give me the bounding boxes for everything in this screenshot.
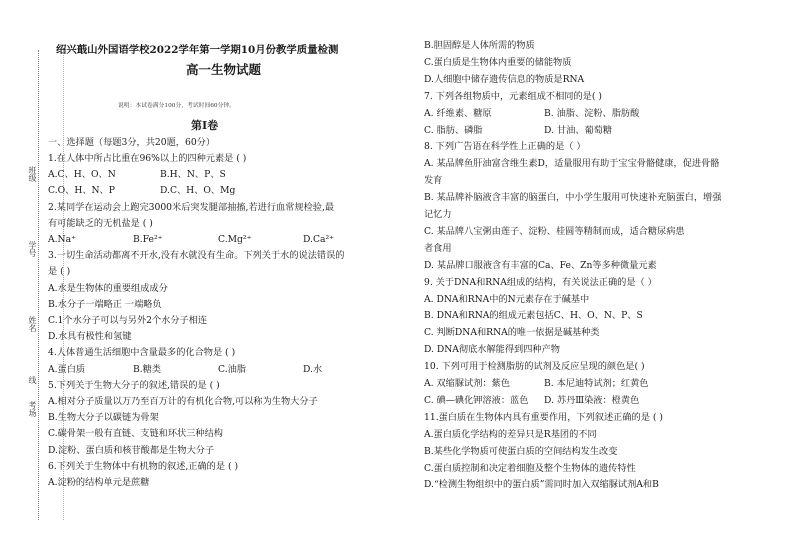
- answer-option: D. 甘油、葡萄糖: [544, 124, 613, 136]
- answer-option: B. 本尼迪特试剂；红黄色: [544, 378, 649, 389]
- question-line: 是 ( ): [48, 266, 71, 278]
- question-line: D. DNA彻底水解能得到四种产物: [424, 344, 560, 356]
- answer-option: C. 脂肪、磷脂: [424, 124, 483, 136]
- question-line: B.水分子一端略正 一端略负: [48, 298, 162, 310]
- answer-option: A.蛋白质: [48, 363, 86, 375]
- question-line: 1.在人体中所占比重在96%以上的四种元素是 ( ): [48, 153, 247, 164]
- answer-option: A. 纤维素、糖原: [424, 107, 492, 119]
- question-line: 8. 下列广告语在科学性上正确的是（ ）: [424, 141, 586, 153]
- question-line: C. 某品牌八宝粥由莲子、淀粉、桂圆等精制而成，适合糖尿病患: [424, 225, 685, 237]
- question-line: A.蛋白质化学结构的差异只是R基团的不同: [424, 428, 597, 440]
- answer-option: C.Mg²⁺: [218, 234, 252, 245]
- answer-option: C.O、H、N、P: [48, 185, 115, 197]
- question-line: B.胆固醇是人体所需的物质: [424, 40, 535, 51]
- question-line: A. DNA和RNA中的N元素存在于碱基中: [424, 293, 590, 305]
- answer-option: A.C、H、O、N: [48, 169, 116, 181]
- question-line: C.碳骨架一般有直链、支链和环状三种结构: [48, 428, 223, 440]
- answer-option: B.糖类: [133, 363, 162, 375]
- answer-option: B.Fe²⁺: [133, 234, 163, 245]
- question-line: A.相对分子质量以万乃至百万计的有机化合物,可以称为生物大分子: [48, 396, 318, 407]
- answer-option: B. 油脂、淀粉、脂肪酸: [544, 107, 640, 119]
- question-line: A.淀粉的结构单元是蔗糖: [48, 477, 150, 488]
- question-line: 2.某同学在运动会上跑完3000米后突发腿部抽搐,若进行血常规检验,最: [48, 201, 335, 213]
- answer-option: A. 双缩脲试剂：紫色: [424, 378, 510, 389]
- question-line: D.人细胞中储存遗传信息的物质是RNA: [424, 73, 585, 85]
- question-line: B. 某品牌补脑液含丰富的脑蛋白，中小学生服用可快速补充脑蛋白，增强: [424, 192, 722, 204]
- answer-option: D.Ca²⁺: [303, 234, 334, 245]
- answer-option: C. 碘—碘化钾溶液：蓝色: [424, 394, 529, 406]
- binding-label-number: 学号: [28, 241, 37, 257]
- question-line: 11.蛋白质在生物体内具有重要作用，下列叙述正确的是 ( ): [424, 411, 663, 423]
- question-line: C.蛋白质是生物体内重要的储能物质: [424, 56, 572, 68]
- question-line: D.水具有极性和氢键: [48, 331, 132, 343]
- answer-option: A.Na⁺: [48, 234, 76, 245]
- question-line: B.生物大分子以碳链为骨架: [48, 412, 159, 424]
- answer-option: C.油脂: [218, 363, 246, 375]
- question-line: 记忆力: [424, 209, 452, 220]
- question-line: 者食用: [424, 242, 452, 254]
- question-line: 发育: [424, 175, 443, 187]
- answer-option: D.C、H、O、Mg: [160, 185, 236, 197]
- question-line: C. 判断DNA和RNA的唯一依据是碱基种类: [424, 327, 600, 339]
- question-line: B.某些化学物质可使蛋白质的空间结构发生改变: [424, 445, 618, 457]
- answer-option: D. 苏丹Ⅲ染液：橙黄色: [544, 394, 640, 406]
- question-line: D.淀粉、蛋白质和核苷酸都是生物大分子: [48, 444, 215, 456]
- question-line: 有可能缺乏的无机盐是 ( ): [48, 217, 153, 229]
- volume-heading: 第Ⅰ卷: [191, 119, 219, 132]
- section-heading: 一、选择题（每题3分，共20题，60分）: [48, 137, 216, 148]
- question-line: 5.下列关于生物大分子的叙述,错误的是 ( ): [48, 379, 220, 391]
- question-line: 6.下列关于生物体中有机物的叙述,正确的是 ( ): [48, 460, 239, 472]
- answer-option: B.H、N、P、S: [160, 169, 226, 181]
- question-line: 10. 下列可用于检测脂肪的试剂及反应呈现的颜色是( ): [424, 361, 645, 373]
- question-line: 7. 下列各组物质中，元素组成不相同的是( ): [424, 90, 602, 102]
- question-line: 4.人体普通生活细胞中含量最多的化合物是 ( ): [48, 347, 236, 359]
- question-line: C.1个水分子可以与另外2个水分子相连: [48, 315, 208, 326]
- school-title: 绍兴蕺山外国语学校2022学年第一学期10月份教学质量检测: [56, 44, 339, 56]
- binding-dotted-line: [38, 50, 40, 520]
- binding-label-name: 姓名: [28, 316, 37, 332]
- question-line: 9. 关于DNA和RNA组成的结构，有关说法正确的是（ ）: [424, 276, 657, 288]
- exam-note: 说明：本试卷满分100分，考试时间60分钟。: [118, 103, 235, 109]
- question-line: B. DNA和RNA的组成元素包括C、H、O、N、P、S: [424, 310, 643, 322]
- question-line: C.蛋白质控制和决定着细胞及整个生物体的遗传特性: [424, 462, 636, 474]
- paper-title: 高一生物试题: [186, 62, 262, 77]
- binding-label-line: 线: [28, 376, 37, 384]
- question-line: D. 某品牌口服液含有丰富的Ca、Fe、Zn等多种微量元素: [424, 259, 657, 271]
- binding-label-class: 班级: [28, 166, 37, 182]
- question-line: D.“检测生物组织中的蛋白质”需同时加入双缩脲试剂A和B: [424, 479, 659, 491]
- binding-label-room: 考场: [28, 401, 37, 417]
- question-line: A. 某品牌鱼肝油富含维生素D，适量服用有助于宝宝骨骼健康，促进骨骼: [424, 158, 720, 170]
- question-line: 3.一切生命活动都离不开水,没有水就没有生命。下列关于水的说法错误的: [48, 250, 345, 262]
- question-line: A.水是生物体的重要组成成分: [48, 282, 168, 294]
- answer-option: D.水: [303, 363, 323, 375]
